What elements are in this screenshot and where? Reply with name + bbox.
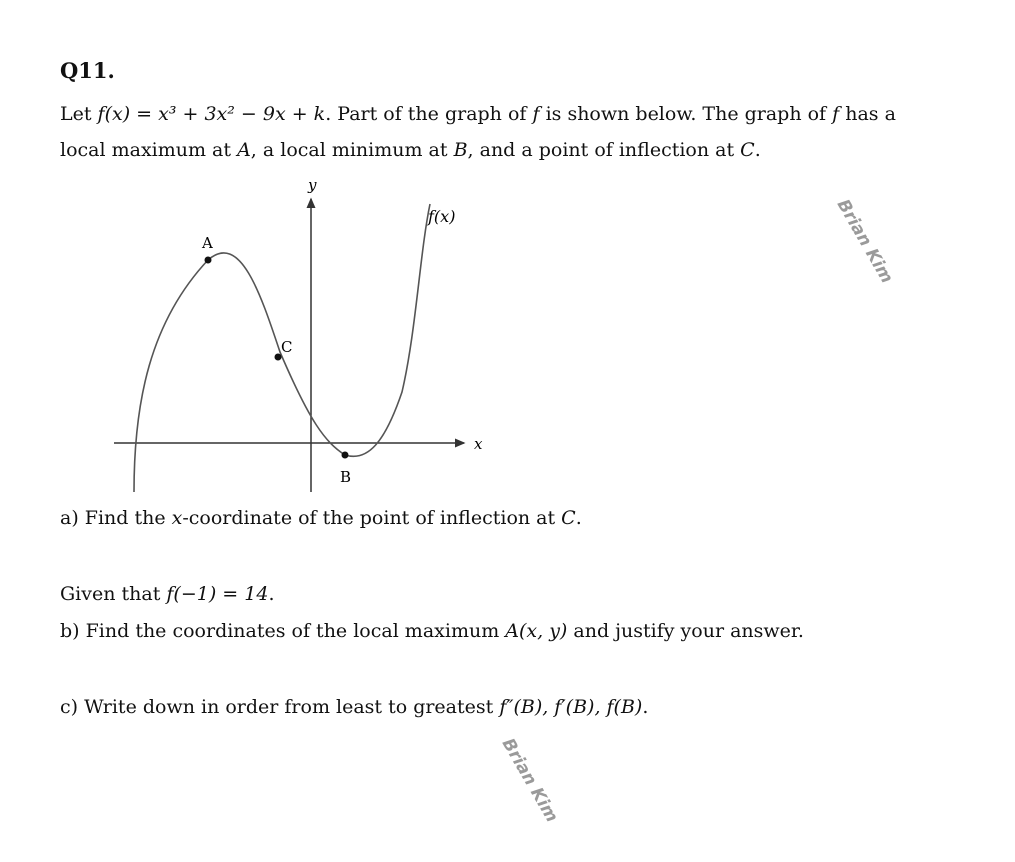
- point-a-label: A: [202, 234, 213, 252]
- point-b: [342, 452, 349, 459]
- part-c: c) Write down in order from least to greatest f″(B), f′(B), f(B).: [60, 696, 649, 718]
- watermark: Brian Kim: [832, 196, 897, 287]
- curve-label: f(x): [428, 207, 456, 226]
- point-b-label: B: [340, 468, 352, 486]
- function-graph: [100, 172, 500, 502]
- part-b: b) Find the coordinates of the local maximum A(x, y) and justify your answer.: [60, 620, 804, 642]
- question-number: Q11.: [60, 58, 115, 83]
- watermark: Brian Kim: [497, 735, 562, 826]
- part-a: a) Find the x-coordinate of the point of inflection at C.: [60, 507, 582, 529]
- x-axis-label: x: [474, 435, 483, 453]
- question-intro: Let f(x) = x³ + 3x² − 9x + k. Part of the graph of f is shown below. The graph of f has a local maximum at A, a local minimum at B, and a point of inflection at C.: [60, 103, 896, 161]
- given-condition: Given that f(−1) = 14.: [60, 583, 275, 605]
- point-a: [205, 257, 212, 264]
- y-axis-label: y: [308, 176, 317, 194]
- point-c-label: C: [281, 338, 293, 356]
